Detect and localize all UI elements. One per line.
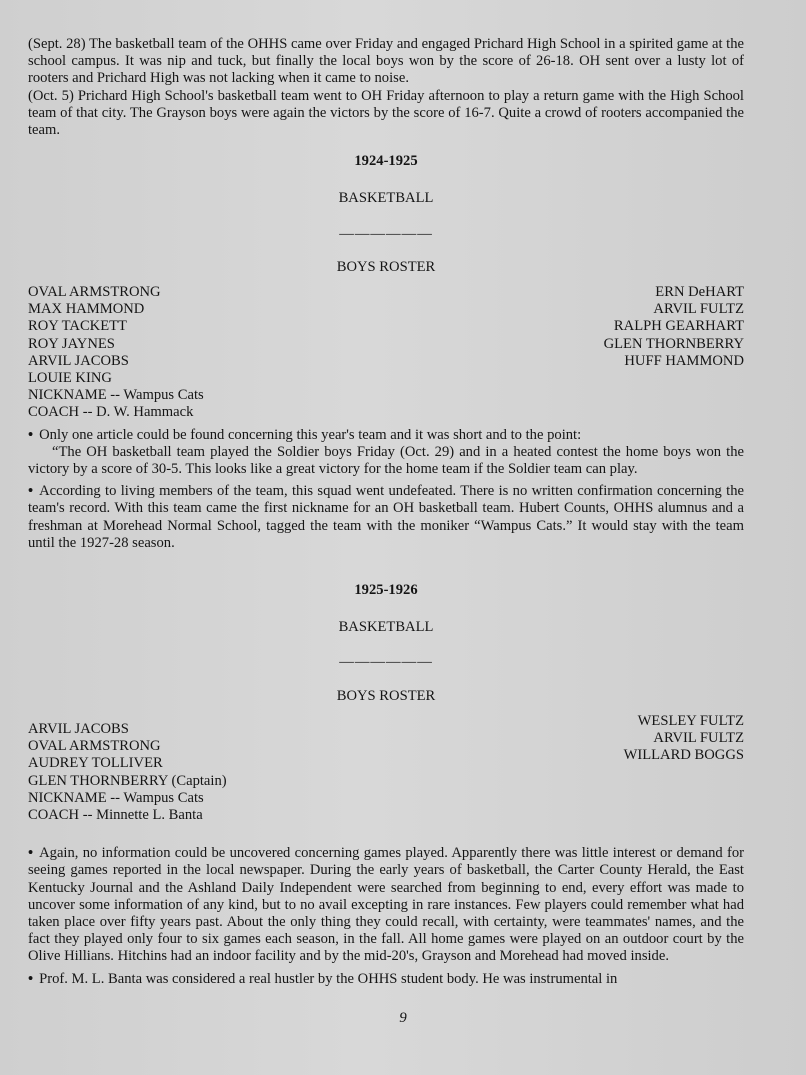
season-heading: 1924-1925 [354,153,418,170]
roster-left-column [28,284,204,422]
roster-left-column [28,721,227,824]
roster-entry: ARVIL JACOBS [28,720,129,737]
roster-entry: ERN DeHART [655,284,744,301]
roster-entry: GLEN THORNBERRY [603,335,744,352]
roster-entry: OVAL ARMSTRONG [28,284,161,301]
roster-1925 [28,712,744,824]
roster-entry: GLEN THORNBERRY (Captain) [28,772,227,789]
sport-heading: BASKETBALL [338,619,434,636]
roster-1924 [28,284,744,422]
roster-right-column [624,713,744,824]
roster-entry: MAX HAMMOND [28,301,145,318]
season-heading: 1925-1926 [354,582,418,599]
coach-line: COACH -- D. W. Hammack [28,404,194,421]
roster-entry: WILLARD BOGGS [623,747,744,764]
roster-right-column [604,284,744,422]
bullet-paragraph: • Prof. M. L. Banta was considered a real hustler by the OHHS student body. He was instrumental in [28,971,744,988]
nickname-line: NICKNAME -- Wampus Cats [28,789,204,806]
nickname-line: NICKNAME -- Wampus Cats [28,387,204,404]
sport-heading: BASKETBALL [338,190,434,207]
roster-entry: WESLEY FULTZ [637,712,744,729]
page-number: 9 [399,1010,407,1026]
roster-entry: AUDREY TOLLIVER [28,755,163,772]
roster-entry: ARVIL JACOBS [28,352,129,369]
roster-heading: BOYS ROSTER [336,687,436,704]
section-rule: —————— [339,225,433,242]
quoted-article: “The OH basketball team played the Soldier boys Friday (Oct. 29) and in a heated contest the home boys won the victory by a score of 30-5. This looks like a great victory for the home team if the Soldier team can play. [28,443,744,478]
roster-entry: ARVIL FULTZ [653,301,744,318]
roster-entry: LOUIE KING [28,370,112,387]
roster-entry: ROY JAYNES [28,335,115,352]
roster-heading: BOYS ROSTER [336,258,436,275]
roster-entry: RALPH GEARHART [613,318,744,335]
roster-entry: ROY TACKETT [28,318,127,335]
intro-paragraph-2: (Oct. 5) Prichard High School's basketball team went to OH Friday afternoon to play a return game with the High School team of that city. The Grayson boys were again the victors by the score of 16-7. Quite a crowd of rooters accompanied the team. [28,87,744,139]
roster-entry: OVAL ARMSTRONG [28,738,161,755]
section-rule: —————— [339,654,433,671]
bullet-paragraph: • According to living members of the team, this squad went undefeated. There is no written confirmation concerning the team's record. With this team came the first nickname for an OH basketball team. Hubert Counts, OHHS alumnus and a freshman at Morehead Normal School, tagged the team with the moniker “Wampus Cats.” It would stay with the team until the 1927-28 season. [28,483,744,552]
bullet-paragraph: • Again, no information could be uncovered concerning games played. Apparently there was little interest or demand for seeing games reported in the local newspaper. During the early years of basketball, the Carter County Herald, the East Kentucky Journal and the Ashland Daily Independent were searched from beginning to end, every effort was made to uncover some information of any kind, but to no avail excepting in rare instances. Few players could remember what had taken place over fifty years past. About the only thing they could recall, with certainty, were teammates' names, and the fact they played only four to six games each season, in the fall. All home games were played on an outdoor court by the Olive Hillians. Hitchins had an indoor facility and by the mid-20's, Grayson and Morehead had moved inside. [28,845,744,965]
intro-paragraph-1: (Sept. 28) The basketball team of the OHHS came over Friday and engaged Prichard High School in a spirited game at the school campus. It was nip and tuck, but finally the local boys won by the score of 26-18. OH sent over a lusty lot of rooters and Prichard High was not lacking when it came to noise. [28,36,744,87]
coach-line: COACH -- Minnette L. Banta [28,806,203,823]
bullet-paragraph: • Only one article could be found concerning this year's team and it was short and to the point: [28,427,744,444]
roster-entry: HUFF HAMMOND [624,352,744,369]
roster-entry: ARVIL FULTZ [653,730,744,747]
